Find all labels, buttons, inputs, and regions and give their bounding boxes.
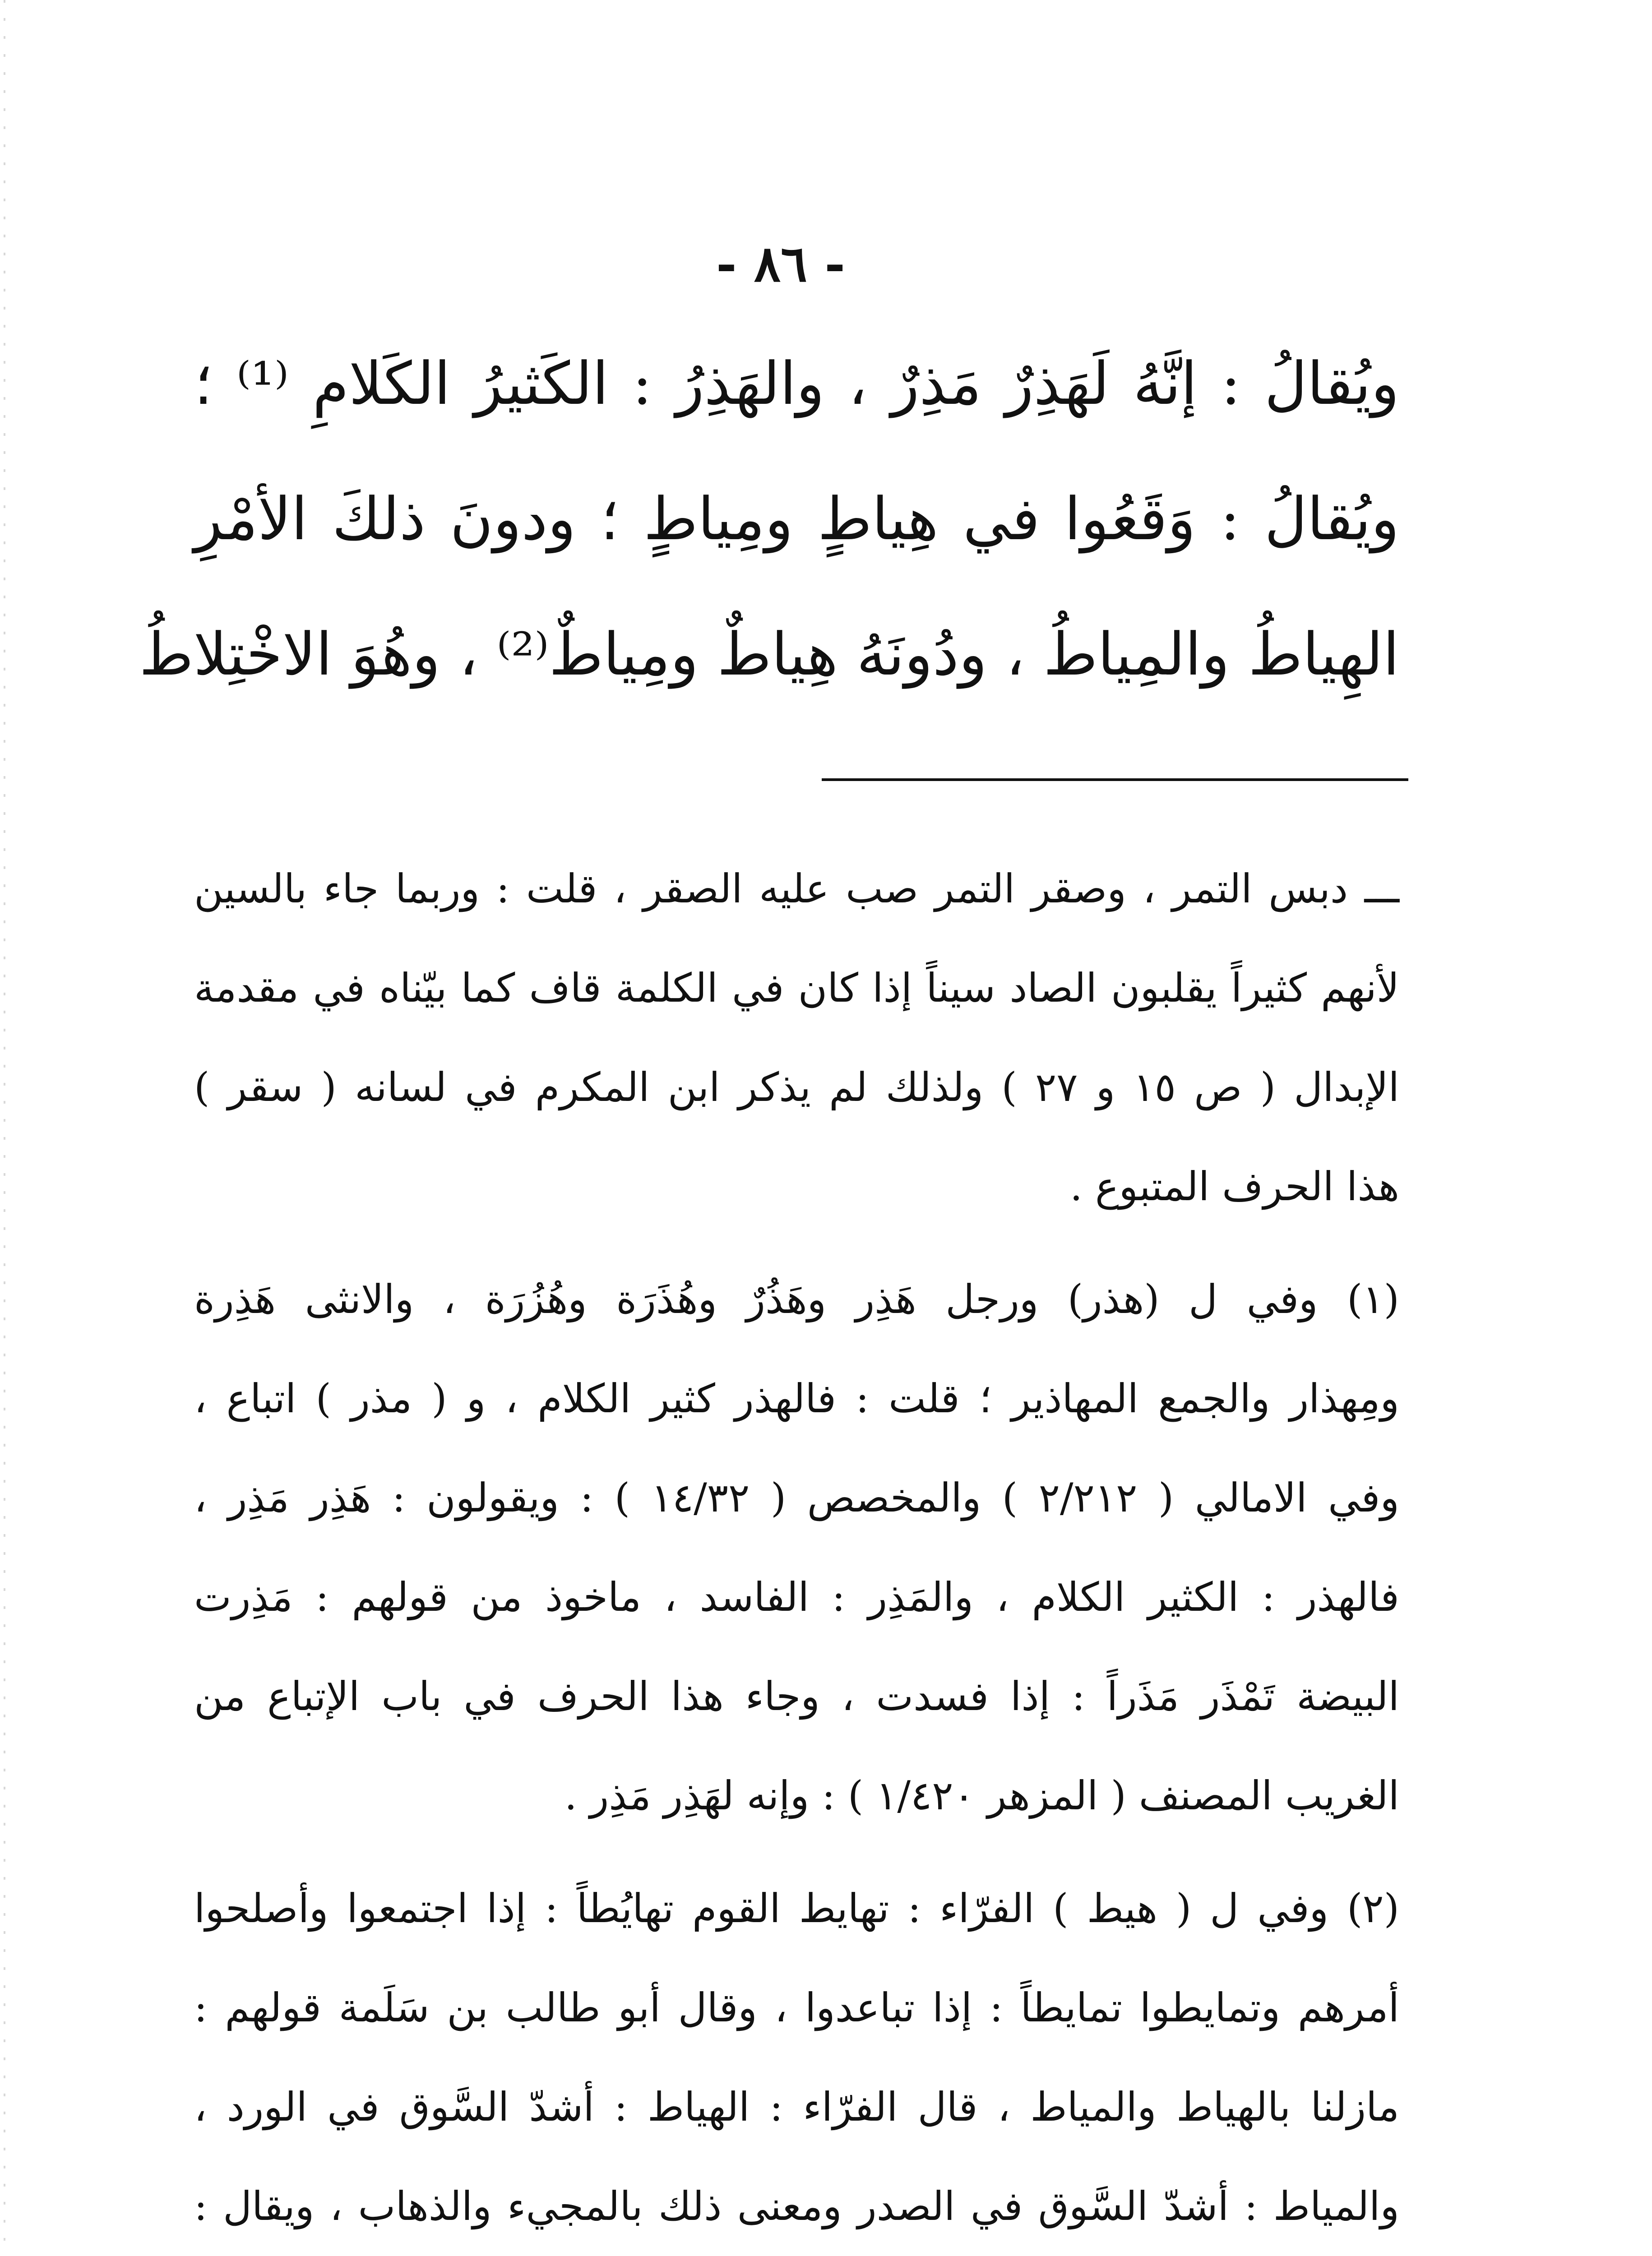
footnote-line: مازلنا بالهياط والمياط ، قال الفرّاء : الهياط : أشدّ السَّوق في الورد ،: [194, 2084, 1399, 2130]
footnote-line: لأنهم كثيراً يقلبون الصاد سيناً إذا كان في الكلمة قاف كما بيّناه في مقدمة: [194, 965, 1399, 1011]
footnote-line: والمياط : أشدّ السَّوق في الصدر ومعنى ذلك بالمجيء والذهاب ، ويقال :: [194, 2183, 1399, 2229]
main-text-line: الهِياطُ والمِياطُ ، ودُونَهُ هِياطٌ ومِياطٌ⁽²⁾ ، وهُوَ الاخْتِلاطُ: [139, 620, 1399, 689]
footnote-line: (٢) وفي ل ( هيط ) الفرّاء : تهايط القوم تهايُطاً : إذا اجتمعوا وأصلحوا: [194, 1885, 1400, 1932]
scan-edge-marks: [4, 0, 5, 2256]
footnotes-block: [194, 839, 1399, 2256]
footnote-2: [194, 1859, 1399, 2256]
footnote-line: فالهذر : الكثير الكلام ، والمَذِر : الفاسد ، ماخوذ من قولهم : مَذِرت: [194, 1574, 1399, 1620]
footnote-line: الغريب المصنف ( المزهر ١/٤٢٠ ) : وإنه لهَذِر مَذِر .: [564, 1772, 1399, 1819]
footnote-line: وفي الامالي ( ٢/٢١٢ ) والمخصص ( ١٤/٣٢ ) : ويقولون : هَذِر مَذِر ،: [194, 1475, 1399, 1521]
footnote-continuation: [194, 839, 1399, 1236]
main-text-line: ويُقالُ : إنَّهُ لَهَذِرٌ مَذِرٌ ، والهَذِرُ : الكَثيرُ الكَلامِ ⁽¹⁾ ؛: [194, 349, 1400, 418]
footnote-line: ـــ دبس التمر ، وصقر التمر صب عليه الصقر ، قلت : وربما جاء بالسين: [194, 865, 1399, 912]
footnote-line: أمرهم وتمايطوا تمايطاً : إذا تباعدوا ، وقال أبو طالب بن سَلَمة قولهم :: [194, 1984, 1399, 2031]
footnote-line: الإبدال ( ص ١٥ و ٢٧ ) ولذلك لم يذكر ابن المكرم في لسانه ( سقر ): [194, 1064, 1399, 1110]
page-number: - ٨٦ -: [716, 235, 846, 293]
main-text-block: [139, 316, 1400, 722]
footnote-line: ومِهذار والجمع المهاذير ؛ قلت : فالهذر كثير الكلام ، و ( مذر ) اتباع ،: [194, 1375, 1399, 1422]
footnote-separator: [822, 778, 1408, 781]
footnote-line: (١) وفي ل (هذر) ورجل هَذِر وهَذُرٌ وهُذَرَة وهُزُرَة ، والانثى هَذِرة: [194, 1276, 1399, 1322]
footnote-line: البيضة تَمْذَر مَذَراً : إذا فسدت ، وجاء هذا الحرف في باب الإتباع من: [194, 1673, 1399, 1720]
footnote-line: هذا الحرف المتبوع .: [1070, 1163, 1399, 1210]
footnote-1: [194, 1250, 1399, 1845]
main-text-line: ويُقالُ : وَقَعُوا في هِياطٍ ومِياطٍ ؛ ودونَ ذلكَ الأمْرِ: [194, 485, 1399, 553]
